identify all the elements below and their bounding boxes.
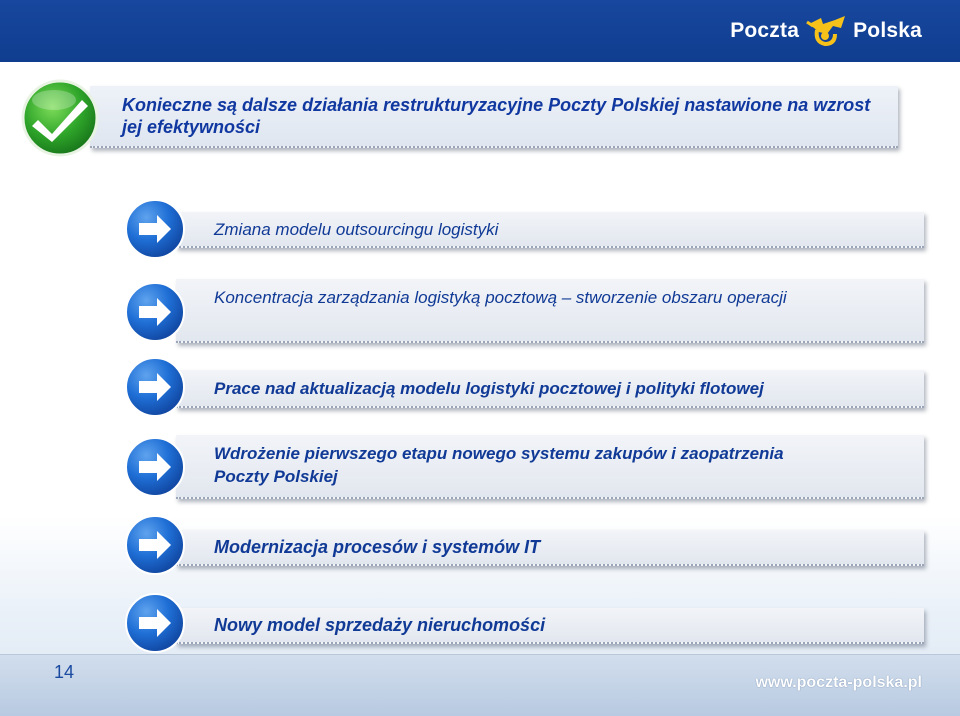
list-item	[124, 275, 924, 347]
item-text: Prace nad aktualizacją modelu logistyki pocztowej i polityki flotowej	[214, 379, 764, 398]
post-horn-icon	[805, 14, 847, 48]
checkmark-icon	[20, 78, 100, 158]
item-box	[176, 608, 924, 644]
list-item	[124, 198, 924, 260]
poczta-polska-logo	[730, 14, 922, 48]
item-text: Nowy model sprzedaży nieruchomości	[214, 615, 546, 635]
summary-callout	[90, 86, 898, 148]
arrow-right-icon	[124, 592, 186, 654]
item-box	[176, 370, 924, 408]
arrow-right-icon	[124, 198, 186, 260]
logo-text-left: Poczta	[730, 19, 800, 42]
item-text: Wdrożenie pierwszego etapu nowego systemu zakupów i zaopatrzenia Poczty Polskiej	[214, 444, 784, 486]
list-item	[124, 592, 924, 654]
logo-text-right: Polska	[853, 19, 922, 42]
item-text: Modernizacja procesów i systemów IT	[214, 537, 541, 557]
item-box	[176, 279, 924, 343]
footer-url: www.poczta-polska.pl	[755, 674, 922, 691]
arrow-right-icon	[124, 281, 186, 343]
item-text: Zmiana modelu outsourcingu logistyki	[214, 220, 499, 239]
item-text: Koncentracja zarządzania logistyką pocztową – stworzenie obszaru operacji	[214, 288, 787, 307]
arrow-right-icon	[124, 436, 186, 498]
item-box	[176, 212, 924, 248]
item-box	[176, 530, 924, 566]
list-item	[124, 514, 924, 576]
footer-divider	[0, 654, 960, 655]
summary-text: Konieczne są dalsze działania restrukturyzacyjne Poczty Polskiej nastawione na wzrost jej efektywności	[122, 95, 871, 137]
list-item	[124, 432, 924, 504]
list-item	[124, 356, 924, 418]
header-bar	[0, 0, 960, 62]
page-number: 14	[53, 662, 75, 682]
arrow-right-icon	[124, 514, 186, 576]
arrow-right-icon	[124, 356, 186, 418]
item-box	[176, 435, 924, 499]
